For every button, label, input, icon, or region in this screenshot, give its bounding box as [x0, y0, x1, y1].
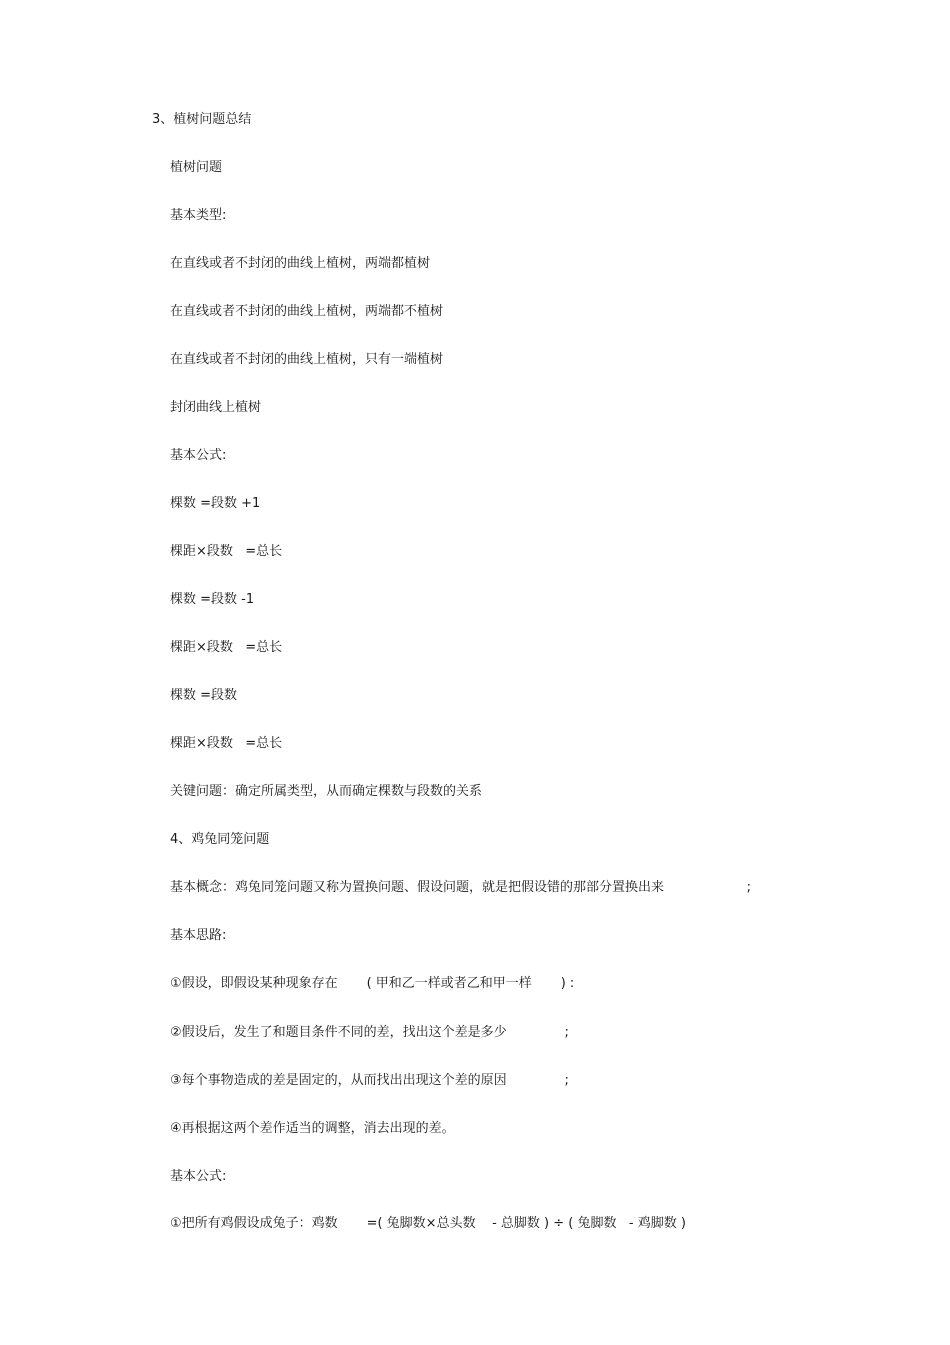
formula-line: 棵距×段数 =总长 [170, 544, 283, 559]
text-line: 封闭曲线上植树 [170, 400, 262, 415]
text-line: ②假设后，发生了和题目条件不同的差，找出这个差是多少 ; [170, 1025, 569, 1040]
formula-line: 棵距×段数 =总长 [170, 736, 283, 751]
section-heading-chicken-rabbit: 4、鸡兔同笼问题 [170, 832, 270, 847]
section-heading-tree-planting: 3、植树问题总结 [152, 112, 252, 127]
text-line: 基本思路: [170, 928, 227, 943]
formula-line: 棵数 =段数 +1 [170, 496, 261, 511]
text-line: 基本公式: [170, 448, 227, 463]
text-line: 在直线或者不封闭的曲线上植树，只有一端植树 [170, 352, 444, 367]
text-line: ①假设，即假设某种现象存在 ( 甲和乙一样或者乙和甲一样 ) : [170, 976, 575, 991]
text-line: 基本公式: [170, 1169, 227, 1184]
text-line: 在直线或者不封闭的曲线上植树，两端都不植树 [170, 304, 444, 319]
text-line: 关键问题：确定所属类型，从而确定棵数与段数的关系 [170, 784, 483, 799]
text-line: 植树问题 [170, 160, 223, 175]
formula-line: 棵数 =段数 [170, 688, 238, 703]
text-line: ④再根据这两个差作适当的调整，消去出现的差。 [170, 1121, 455, 1136]
formula-line: 棵数 =段数 -1 [170, 592, 255, 607]
formula-line: 棵距×段数 =总长 [170, 640, 283, 655]
text-line: 基本概念：鸡兔同笼问题又称为置换问题、假设问题，就是把假设错的那部分置换出来 ; [170, 880, 752, 895]
formula-line: ①把所有鸡假设成兔子：鸡数 =( 兔脚数×总头数 - 总脚数 ) ÷ ( 兔脚数 - 鸡脚数 ) [170, 1216, 686, 1231]
text-line: ③每个事物造成的差是固定的，从而找出出现这个差的原因 ; [170, 1073, 569, 1088]
text-line: 在直线或者不封闭的曲线上植树，两端都植树 [170, 256, 431, 271]
text-line: 基本类型: [170, 208, 227, 223]
